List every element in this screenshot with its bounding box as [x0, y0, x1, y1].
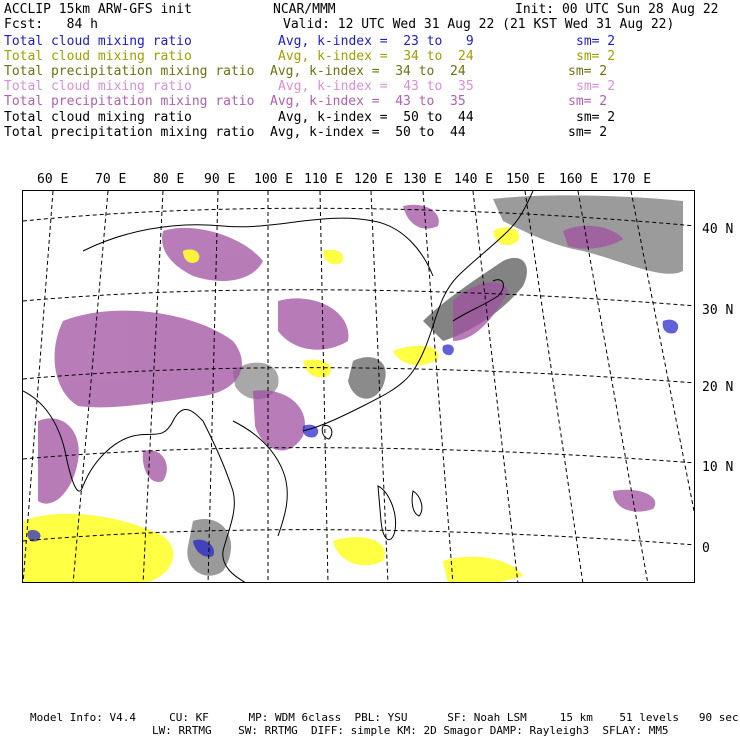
legend-sm: sm= 2 [576, 110, 616, 125]
legend-avg: Avg, k-index = 43 to 35 [270, 94, 466, 109]
legend-name: Total cloud mixing ratio [4, 79, 192, 94]
upper-precip-field [38, 205, 655, 512]
high-cloud-field [187, 195, 683, 575]
model-title: ACCLIP 15km ARW-GFS init [4, 2, 192, 17]
lon-label: 80 E [153, 172, 185, 187]
lon-label: 70 E [95, 172, 127, 187]
legend-sm: sm= 2 [568, 125, 608, 140]
forecast-hour: Fcst: 84 h [4, 17, 98, 32]
lon-label: 150 E [506, 172, 546, 187]
lon-label: 120 E [354, 172, 394, 187]
legend-name: Total precipitation mixing ratio [4, 64, 255, 79]
model-physics: LW: RRTMG SW: RRTMG DIFF: simple KM: 2D Smagor DAMP: Rayleigh3 SFLAY: MM5 [152, 724, 669, 737]
lon-label: 100 E [254, 172, 294, 187]
lon-label: 60 E [37, 172, 69, 187]
legend-sm: sm= 2 [576, 34, 616, 49]
lon-label: 130 E [403, 172, 443, 187]
legend-name: Total precipitation mixing ratio [4, 94, 255, 109]
map-canvas [23, 191, 695, 583]
legend-sm: sm= 2 [576, 79, 616, 94]
init-time: Init: 00 UTC Sun 28 Aug 22 [515, 2, 719, 17]
legend-name: Total cloud mixing ratio [4, 49, 192, 64]
legend-avg: Avg, k-index = 34 to 24 [270, 64, 466, 79]
legend-avg: Avg, k-index = 34 to 24 [278, 49, 474, 64]
lon-label: 170 E [612, 172, 652, 187]
valid-time: Valid: 12 UTC Wed 31 Aug 22 (21 KST Wed 31 Aug 22) [283, 17, 675, 32]
org-label: NCAR/MMM [273, 2, 336, 17]
lat-label: 40 N [702, 222, 734, 237]
legend-sm: sm= 2 [576, 49, 616, 64]
lat-label: 20 N [702, 380, 734, 395]
legend-name: Total cloud mixing ratio [4, 110, 192, 125]
lat-label: 0 [702, 541, 710, 556]
legend-avg: Avg, k-index = 50 to 44 [278, 110, 474, 125]
legend-name: Total precipitation mixing ratio [4, 125, 255, 140]
lat-label: 30 N [702, 303, 734, 318]
model-info: Model Info: V4.4 CU: KF MP: WDM 6class PBL: YSU SF: Noah LSM 15 km 51 levels 90 sec [30, 711, 739, 724]
forecast-map [22, 190, 695, 583]
legend-avg: Avg, k-index = 23 to 9 [278, 34, 474, 49]
legend-name: Total cloud mixing ratio [4, 34, 192, 49]
lon-label: 90 E [204, 172, 236, 187]
lon-label: 140 E [454, 172, 494, 187]
legend-sm: sm= 2 [568, 64, 608, 79]
lat-label: 10 N [702, 460, 734, 475]
legend-avg: Avg, k-index = 43 to 35 [278, 79, 474, 94]
lon-label: 110 E [304, 172, 344, 187]
lon-label: 160 E [559, 172, 599, 187]
legend-avg: Avg, k-index = 50 to 44 [270, 125, 466, 140]
legend-sm: sm= 2 [568, 94, 608, 109]
